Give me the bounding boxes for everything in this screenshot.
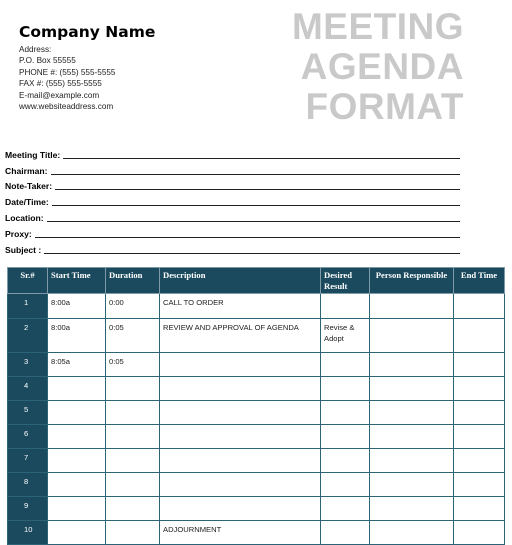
row-number: 10 [8, 521, 48, 545]
description-cell[interactable] [160, 449, 321, 473]
description-cell[interactable] [160, 473, 321, 497]
field-proxy [5, 223, 460, 239]
duration-cell[interactable]: 0:00 [106, 294, 160, 319]
desired-result-cell[interactable] [321, 497, 370, 521]
note-taker-input[interactable] [55, 180, 460, 190]
person-responsible-cell[interactable] [370, 294, 454, 319]
person-responsible-cell[interactable] [370, 497, 454, 521]
row-number: 3 [8, 353, 48, 377]
table-row [8, 521, 505, 545]
end-time-cell[interactable] [454, 319, 505, 353]
contact-website: www.websiteaddress.com [19, 102, 114, 112]
field-label: Date/Time: [5, 197, 49, 208]
start-time-cell[interactable]: 8:05a [48, 353, 106, 377]
row-number: 4 [8, 377, 48, 401]
description-cell[interactable] [160, 353, 321, 377]
table-row [8, 497, 505, 521]
desired-result-cell[interactable] [321, 294, 370, 319]
title-line-3: FORMAT [305, 86, 464, 127]
end-time-cell[interactable] [454, 425, 505, 449]
table-row [8, 401, 505, 425]
field-label: Subject : [5, 244, 42, 255]
title-line-1: MEETING [291, 6, 464, 47]
duration-cell[interactable] [106, 473, 160, 497]
contact-fax: FAX #: (555) 555-5555 [19, 79, 102, 89]
contact-email: E-mail@example.com [19, 90, 100, 100]
person-responsible-cell[interactable] [370, 473, 454, 497]
duration-cell[interactable] [106, 377, 160, 401]
field-label: Meeting Title: [5, 149, 61, 160]
meeting-title-input[interactable] [63, 149, 460, 159]
duration-cell[interactable] [106, 521, 160, 545]
table-row [8, 353, 505, 377]
duration-cell[interactable] [106, 425, 160, 449]
field-meeting-title [5, 144, 460, 160]
desired-result-cell[interactable] [321, 353, 370, 377]
location-input[interactable] [47, 212, 460, 222]
table-row [8, 294, 505, 319]
duration-cell[interactable]: 0:05 [106, 319, 160, 353]
title-line-2: AGENDA [300, 46, 464, 87]
header-sr: Sr.# [8, 268, 48, 294]
header-end-time: End Time [454, 268, 505, 294]
end-time-cell[interactable] [454, 497, 505, 521]
header-duration: Duration [106, 268, 160, 294]
desired-result-cell[interactable] [321, 521, 370, 545]
desired-result-cell[interactable] [321, 449, 370, 473]
end-time-cell[interactable] [454, 294, 505, 319]
header-description: Description [160, 268, 321, 294]
company-name: Company Name [19, 23, 156, 41]
contact-address-label: Address: [19, 45, 52, 54]
description-cell[interactable] [160, 377, 321, 401]
desired-result-cell[interactable] [321, 401, 370, 425]
row-number: 8 [8, 473, 48, 497]
end-time-cell[interactable] [454, 449, 505, 473]
end-time-cell[interactable] [454, 353, 505, 377]
table-row [8, 319, 505, 353]
subject-input[interactable] [44, 244, 460, 254]
description-cell[interactable]: ADJOURNMENT [160, 521, 321, 545]
table-row [8, 449, 505, 473]
person-responsible-cell[interactable] [370, 425, 454, 449]
person-responsible-cell[interactable] [370, 377, 454, 401]
table-row [8, 473, 505, 497]
end-time-cell[interactable] [454, 401, 505, 425]
end-time-cell[interactable] [454, 377, 505, 401]
header-start-time: Start Time [48, 268, 106, 294]
row-number: 6 [8, 425, 48, 449]
person-responsible-cell[interactable] [370, 521, 454, 545]
duration-cell[interactable]: 0:05 [106, 353, 160, 377]
field-note-taker [5, 176, 460, 192]
description-cell[interactable]: CALL TO ORDER [160, 294, 321, 319]
description-cell[interactable] [160, 425, 321, 449]
description-cell[interactable] [160, 401, 321, 425]
row-number: 1 [8, 294, 48, 319]
desired-result-cell[interactable] [321, 377, 370, 401]
end-time-cell[interactable] [454, 473, 505, 497]
row-number: 9 [8, 497, 48, 521]
agenda-table [7, 267, 505, 545]
contact-phone: PHONE #: (555) 555-5555 [19, 67, 116, 77]
description-cell[interactable]: REVIEW AND APPROVAL OF AGENDA [160, 319, 321, 353]
proxy-input[interactable] [35, 228, 460, 238]
start-time-cell[interactable] [48, 521, 106, 545]
duration-cell[interactable] [106, 401, 160, 425]
field-label: Note-Taker: [5, 181, 53, 192]
duration-cell[interactable] [106, 449, 160, 473]
start-time-cell[interactable] [48, 401, 106, 425]
table-row [8, 377, 505, 401]
field-chairman [5, 160, 460, 176]
description-cell[interactable] [160, 497, 321, 521]
start-time-cell[interactable] [48, 473, 106, 497]
field-label: Proxy: [5, 228, 32, 239]
company-block [19, 22, 155, 112]
field-location [5, 207, 460, 223]
row-number: 5 [8, 401, 48, 425]
person-responsible-cell[interactable] [370, 353, 454, 377]
row-number: 2 [8, 319, 48, 353]
start-time-cell[interactable] [48, 449, 106, 473]
person-responsible-cell[interactable] [370, 401, 454, 425]
date-time-input[interactable] [52, 196, 460, 206]
desired-result-cell[interactable] [321, 473, 370, 497]
header-person-responsible: Person Responsible [370, 268, 454, 294]
table-header-row [8, 268, 505, 294]
desired-result-cell[interactable]: Revise & Adopt [321, 319, 370, 353]
person-responsible-cell[interactable] [370, 449, 454, 473]
header-desired-result: Desired Result [321, 268, 370, 294]
contact-po-box: P.O. Box 55555 [19, 56, 76, 66]
field-label: Chairman: [5, 165, 48, 176]
start-time-cell[interactable]: 8:00a [48, 319, 106, 353]
start-time-cell[interactable] [48, 377, 106, 401]
field-label: Location: [5, 212, 44, 223]
end-time-cell[interactable] [454, 521, 505, 545]
field-date-time [5, 191, 460, 207]
duration-cell[interactable] [106, 497, 160, 521]
table-row [8, 425, 505, 449]
start-time-cell[interactable] [48, 425, 106, 449]
meeting-info-fields [5, 144, 460, 255]
field-subject [5, 239, 460, 255]
document-title [292, 7, 464, 127]
chairman-input[interactable] [51, 165, 461, 175]
desired-result-cell[interactable] [321, 425, 370, 449]
row-number: 7 [8, 449, 48, 473]
start-time-cell[interactable]: 8:00a [48, 294, 106, 319]
person-responsible-cell[interactable] [370, 319, 454, 353]
start-time-cell[interactable] [48, 497, 106, 521]
